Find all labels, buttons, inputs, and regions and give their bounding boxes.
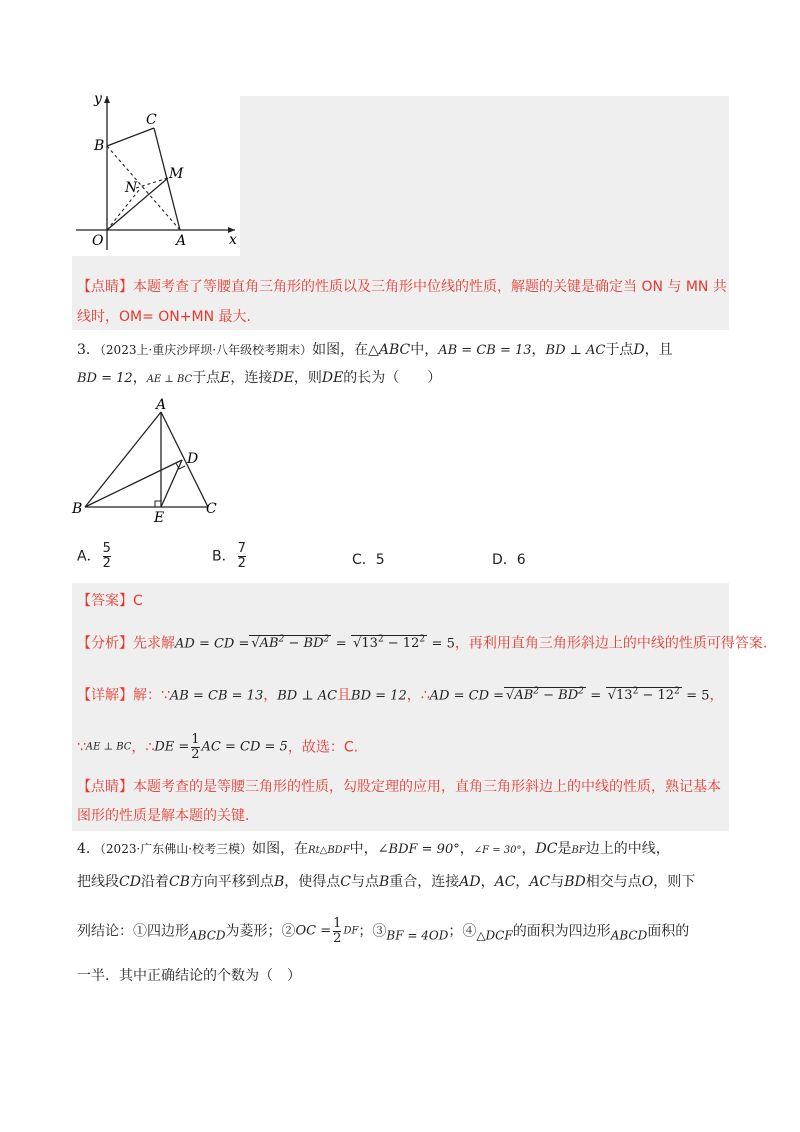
option-d[interactable]: [492, 550, 526, 570]
edge-AB: [85, 412, 161, 507]
answer-line: [77, 591, 143, 611]
q4-oc: OC =: [295, 923, 332, 939]
analysis-tag: 【分析】: [77, 635, 133, 652]
q4-text2: 中，: [349, 841, 378, 857]
q4-l3e: 的面积为四边形: [512, 923, 611, 940]
analysis-lhs: AD = CD =: [175, 636, 250, 652]
option-d-value: 6: [516, 552, 526, 568]
label-M: M: [169, 166, 184, 182]
q3-text1: 如图，在: [312, 342, 369, 358]
label-D: D: [187, 451, 199, 467]
detail-pre: 解：: [133, 687, 161, 704]
tip1-line2: 线时，OM= ON+MN 最大.: [77, 309, 251, 325]
q3-sep1: ，: [531, 342, 546, 358]
q4-l2a: 把线段: [77, 874, 119, 890]
q4-half: [333, 917, 341, 946]
analysis-post: ，再利用直角三角形斜边上的中线的性质可得答案.: [454, 635, 768, 652]
option-c-label: C．: [352, 552, 376, 568]
detail-tag: 【详解】: [77, 687, 133, 704]
tip1-tag: 【点睛】: [77, 279, 133, 295]
tip1-text1: 本题考查了等腰直角三角形的性质以及三角形中位线的性质，解题的关键是确定当 ON 与 MN 共: [133, 279, 727, 295]
q4-l3a: 列结论：①四边形: [77, 923, 189, 940]
detail-r1: AB: [514, 688, 534, 704]
analysis-sqrt1: $√AB^2 - BD^2$: [251, 635, 330, 652]
option-b-fraction: [238, 542, 246, 571]
analysis-mid: =: [335, 636, 347, 652]
label-A: A: [156, 397, 167, 413]
q4-c3: ，: [480, 874, 495, 890]
q3-text6: ，连接: [230, 370, 273, 386]
q3-triangle: △ABC: [368, 342, 411, 358]
label-O: O: [92, 233, 104, 249]
detail-and: 且: [337, 687, 352, 704]
q4-l2c: 方向平移到点: [189, 874, 274, 890]
dashed-ON: [107, 190, 139, 230]
q4-abcd: ABCD: [189, 928, 226, 943]
detail-half: [191, 733, 199, 762]
option-d-label: D．: [492, 552, 517, 568]
q3-eq2: BD ⊥ AC: [545, 343, 606, 358]
edge-BC: [107, 128, 154, 146]
segment-DE: [161, 460, 182, 507]
label-B: B: [94, 138, 105, 154]
q4-C: C: [340, 874, 351, 890]
figure2-triangle-diagram: [68, 395, 228, 525]
q4-cd: CD: [119, 874, 141, 890]
answer-value: C: [133, 593, 143, 609]
detail-half-num: 1: [191, 732, 200, 747]
q4-c2: ，: [521, 841, 536, 857]
option-b-den: 2: [237, 556, 246, 571]
q3-point-D: D: [633, 342, 645, 358]
detail-lhs: AD = CD =: [429, 688, 505, 704]
q3-text8: 的长为（ ）: [343, 370, 442, 386]
answer-tag: 【答案】: [77, 593, 133, 609]
q4-ac: AC: [494, 874, 516, 890]
analysis-pre: 先求解: [133, 635, 175, 652]
q4-c4: ，: [515, 874, 530, 890]
figure1-coordinate-diagram: [72, 88, 242, 253]
option-a[interactable]: [77, 542, 113, 571]
label-x: x: [229, 232, 237, 248]
q4-eq2: ∠F = 30°: [473, 845, 522, 856]
q3-DE: DE: [272, 370, 294, 386]
q4-ad: AD: [459, 874, 481, 890]
tip2-text1: 本题考查的是等腰三角形的性质，勾股定理的应用，直角三角形斜边上的中线的性质，熟记基本: [133, 779, 721, 795]
q4-l3f: 面积的: [647, 923, 690, 940]
q4-l3c: ；③: [358, 923, 387, 940]
q4-line4: 一半．其中正确结论的个数为（ ）: [77, 968, 301, 984]
label-y: y: [94, 91, 102, 107]
q4-O: O: [641, 874, 654, 890]
q4-bd: BD: [564, 874, 586, 890]
analysis-r3: 13: [361, 636, 378, 652]
detail-eq4: AE ⊥ BC: [85, 741, 132, 753]
option-a-fraction: [103, 542, 111, 571]
detail-r2: − BD: [543, 688, 579, 704]
because-symbol: ∵: [161, 687, 170, 704]
detail-sqrt2: $√13^2 - 12^2$: [607, 687, 680, 704]
option-a-den: 2: [102, 556, 111, 571]
q4-number: 4．: [77, 841, 100, 857]
detail-c1: ，: [263, 687, 278, 704]
detail-half-den: 2: [191, 747, 200, 762]
q4-l2e: 与点: [350, 874, 379, 890]
q3-source: （2023上·重庆沙坪坝·八年级校考期末）: [99, 343, 313, 357]
q4-c1: ，: [459, 841, 474, 857]
detail-eq2: BD ⊥ AC: [277, 688, 338, 704]
q4-source: （2023·广东佛山·校考三模）: [99, 842, 253, 856]
detail-rest: AC = CD = 5: [201, 739, 288, 755]
q4-l3d: ；④: [448, 923, 477, 940]
q4-half-den: 2: [333, 931, 342, 946]
q4-text1: 如图，在: [252, 841, 309, 857]
detail-c3: ，: [709, 687, 724, 704]
analysis-r2: − BD: [288, 636, 324, 652]
label-E: E: [154, 510, 165, 525]
q3-text3: 于点: [605, 342, 634, 358]
q4-B2: B: [378, 874, 390, 890]
analysis-r1: AB: [259, 636, 279, 652]
q4-l2i: ，则下: [653, 874, 696, 890]
q3-point-E: E: [220, 370, 231, 386]
q4-l2d: ，使得点: [284, 874, 341, 890]
q4-cb: CB: [168, 874, 190, 890]
option-c-value: 5: [375, 552, 385, 568]
tip2-tag: 【点睛】: [77, 779, 133, 795]
q3-number: 3．: [77, 342, 100, 358]
therefore-symbol: ∴: [420, 687, 430, 704]
q4-l2b: 沿着: [140, 874, 169, 890]
q3-text7: ，则: [293, 370, 322, 386]
q4-text3: 是: [557, 841, 572, 857]
detail-end: = 5: [686, 688, 710, 704]
q4-l2f: 重合，连接: [389, 874, 460, 890]
detail-line2: [77, 733, 358, 762]
detail-sqrt1: $√AB^2 - BD^2$: [506, 687, 584, 704]
detail-de: DE =: [154, 739, 190, 755]
q4-rt-triangle: Rt△BDF: [308, 845, 350, 856]
q4-l2h: 相交与点: [585, 874, 642, 890]
detail-r4: − 12: [642, 688, 675, 704]
option-b-label: B．: [212, 548, 236, 565]
q3-eq1: AB = CB = 13: [438, 343, 532, 358]
option-b[interactable]: [212, 542, 248, 571]
q4-dcf: △DCF: [476, 928, 513, 943]
q3-sep2: ，: [132, 370, 147, 386]
q3-line2: [77, 368, 441, 390]
label-B: B: [72, 501, 83, 517]
detail-eq3: BD = 12: [351, 688, 407, 704]
q3-eq3: BD = 12: [77, 371, 133, 386]
analysis-line: [77, 630, 767, 654]
detail-choose: ，故选：C.: [287, 739, 359, 756]
analysis-end: = 5: [431, 636, 455, 652]
q4-abcd2: ABCD: [610, 928, 648, 943]
q4-l2g: 与: [550, 874, 565, 890]
detail-line1: [77, 682, 724, 706]
dashed-NM: [136, 178, 168, 188]
q4-df: DF: [343, 925, 359, 937]
detail-c2: ，: [406, 687, 421, 704]
therefore-symbol-2: ∴: [145, 739, 155, 756]
q4-line1: [77, 839, 670, 861]
q4-bf: BF: [571, 845, 586, 856]
q4-l3b: 为菱形；②: [225, 923, 296, 940]
y-axis-arrow: [104, 96, 110, 103]
q4-text4: 边上的中线，: [585, 841, 670, 857]
tip2-line1: [77, 777, 721, 797]
tip2-line2: 图形的性质是解本题的关键.: [77, 808, 250, 824]
q4-bf4: BF = 4OD: [386, 928, 449, 943]
analysis-sqrt2: $√13^2 - 12^2$: [353, 635, 426, 652]
q3-text2: 中，: [410, 342, 439, 358]
q3-DE2: DE: [321, 370, 344, 386]
segment-BD: [85, 460, 182, 507]
q4-dc: DC: [535, 841, 558, 857]
detail-r3: 13: [616, 688, 633, 704]
label-C: C: [206, 501, 217, 517]
q3-text5: 于点: [192, 370, 221, 386]
because-symbol-2: ∵: [77, 739, 86, 756]
q3-eq4: AE ⊥ BC: [146, 374, 193, 385]
q3-text4: ，且: [644, 342, 673, 358]
option-c[interactable]: [352, 550, 385, 570]
detail-c4: ，: [131, 739, 146, 756]
detail-eq1: AB = CB = 13: [169, 688, 264, 704]
right-angle-E: [155, 501, 161, 507]
label-C: C: [146, 112, 157, 128]
q4-line3: [77, 917, 689, 946]
segment-OM: [107, 178, 168, 230]
detail-mid: =: [590, 688, 602, 704]
tip1-line1: [77, 277, 727, 297]
q4-B: B: [273, 874, 285, 890]
q4-half-num: 1: [333, 916, 342, 931]
q3-line1: [77, 340, 673, 361]
q4-ac2: AC: [529, 874, 551, 890]
option-a-label: A．: [77, 548, 101, 565]
analysis-r4: − 12: [387, 636, 420, 652]
q4-eq1: ∠BDF = 90°: [377, 842, 460, 857]
option-a-num: 5: [102, 541, 111, 556]
option-b-num: 7: [237, 541, 246, 556]
q4-line2: [77, 872, 695, 892]
label-N: N: [125, 180, 138, 196]
label-A: A: [176, 233, 187, 249]
